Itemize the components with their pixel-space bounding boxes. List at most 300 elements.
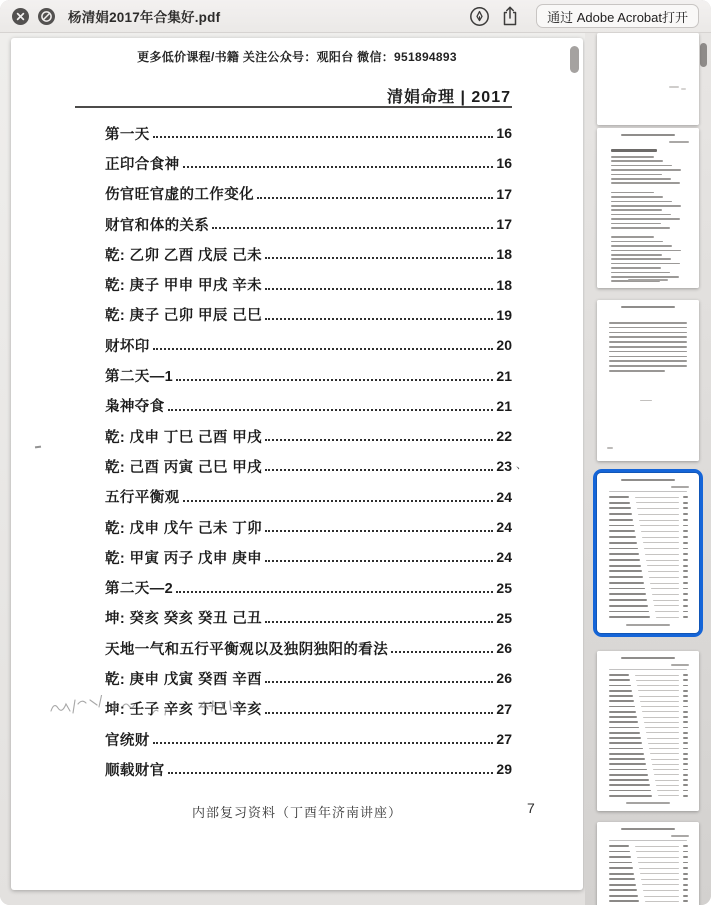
thumb-content-line xyxy=(683,873,688,875)
thumb-content-line xyxy=(639,520,679,521)
thumb-content-line xyxy=(671,486,689,488)
thumb-content-line xyxy=(683,867,688,869)
toc-entry-label: 财官和体的关系 xyxy=(105,217,210,234)
thumb-content-line xyxy=(609,856,631,858)
thumb-content-line xyxy=(609,599,647,601)
toc-row xyxy=(105,330,512,360)
toc-entry-page: 24 xyxy=(496,519,512,535)
thumb-content-line xyxy=(609,565,641,567)
thumb-content-line xyxy=(609,548,638,550)
thumb-content-line xyxy=(683,737,688,739)
thumb-content-line xyxy=(609,779,649,781)
thumb-content-line xyxy=(651,759,679,760)
toc-entry-label: 坤: 癸亥 癸亥 癸丑 己丑 xyxy=(105,611,263,628)
thumb-content-line xyxy=(611,245,672,247)
toc-entry-label: 伤官旺官虚的工作变化 xyxy=(105,187,254,204)
thumb-page xyxy=(597,300,699,461)
thumb-content-line xyxy=(669,86,679,88)
thumb-content-line xyxy=(683,851,688,853)
thumb-content-line xyxy=(609,753,644,755)
thumb-content-line xyxy=(611,250,681,252)
thumb-content-line xyxy=(683,519,688,521)
thumb-content-line xyxy=(611,205,681,207)
thumb-content-line xyxy=(647,565,679,566)
thumb-content-line xyxy=(683,716,688,718)
handwritten-annotation xyxy=(49,695,284,723)
thumb-content-line xyxy=(683,727,688,729)
toc-row xyxy=(105,633,512,663)
main-scrollbar-thumb[interactable] xyxy=(570,46,579,73)
thumb-content-line xyxy=(611,178,671,180)
thumb-content-line xyxy=(609,889,637,891)
thumb-content-line xyxy=(651,588,679,589)
toc-row xyxy=(105,360,512,390)
thumb-content-line xyxy=(609,611,649,613)
markup-pen-icon xyxy=(469,6,490,27)
page-footer: 内部复习资料（丁酉年济南讲座） xyxy=(191,805,402,820)
prohibit-icon xyxy=(38,8,55,25)
toc-row xyxy=(105,572,512,602)
toc-entry-page: 20 xyxy=(496,337,512,354)
thumb-content-line xyxy=(609,867,633,869)
thumb-content-line xyxy=(683,790,688,792)
thumb-content-line xyxy=(683,845,688,847)
thumb-content-line xyxy=(611,214,671,216)
toc-leader-dots xyxy=(183,500,494,502)
toc-entry-page: 17 xyxy=(496,216,512,233)
thumb-content-line xyxy=(683,525,688,527)
thumb-content-line xyxy=(609,851,630,853)
thumb-content-line xyxy=(641,879,679,880)
thumbnail-page-4[interactable] xyxy=(597,33,699,125)
thumb-content-line xyxy=(609,845,629,847)
thumb-content-line xyxy=(609,327,687,329)
thumb-content-line xyxy=(645,554,679,555)
toc-row xyxy=(105,300,512,330)
thumb-content-line xyxy=(609,346,687,348)
toc-row xyxy=(105,512,512,542)
thumb-content-line xyxy=(654,774,679,775)
toc-entry-label: 五行平衡观 xyxy=(105,490,180,507)
thumb-content-line xyxy=(683,748,688,750)
toc-leader-dots xyxy=(265,712,493,714)
thumb-content-line xyxy=(638,514,679,515)
thumb-content-line xyxy=(609,496,629,498)
toc-entry-label: 财坏印 xyxy=(105,338,150,355)
toc-entry-page: 26 xyxy=(496,670,512,687)
thumb-content-line xyxy=(644,548,679,549)
toc-entry-label: 顺载财官 xyxy=(105,762,165,779)
thumb-content-line xyxy=(648,571,679,572)
thumb-content-line xyxy=(611,272,670,274)
toc-entry-label: 第二天—2 xyxy=(105,581,174,598)
thumb-content-line xyxy=(609,737,641,739)
thumb-content-line xyxy=(655,611,679,612)
thumb-content-line xyxy=(609,878,635,880)
thumb-content-line xyxy=(609,674,629,676)
thumb-content-line xyxy=(656,785,679,786)
toc-entry-page: 29 xyxy=(496,761,512,778)
thumb-page xyxy=(597,651,699,811)
thumb-content-line xyxy=(609,559,640,561)
thumb-content-line xyxy=(650,753,679,754)
thumb-content-line xyxy=(643,890,679,891)
thumb-content-line xyxy=(635,846,679,847)
thumb-content-line xyxy=(621,828,674,830)
thumb-content-line xyxy=(683,605,688,607)
thumb-content-line xyxy=(609,576,643,578)
open-in-acrobat-button[interactable]: 通过 Adobe Acrobat打开 xyxy=(536,4,699,28)
thumb-content-line xyxy=(683,559,688,561)
thumb-content-line xyxy=(609,758,645,760)
thumb-content-line xyxy=(609,519,633,521)
toc-row xyxy=(105,239,512,269)
toc-leader-dots xyxy=(265,318,493,320)
thumb-content-line xyxy=(637,508,679,509)
page-number: 7 xyxy=(527,800,535,816)
toc-entry-page: 21 xyxy=(496,367,512,384)
thumb-content-line xyxy=(640,400,652,402)
thumb-page xyxy=(597,128,699,288)
thumb-content-line xyxy=(609,716,637,718)
share-icon xyxy=(500,5,520,27)
thumb-content-line xyxy=(607,447,613,449)
scan-artifact-comma: 、 xyxy=(516,459,527,471)
thumb-content-line xyxy=(683,795,688,797)
thumb-content-line xyxy=(652,764,679,765)
toc-entry-page: 25 xyxy=(496,579,512,596)
toc-leader-dots xyxy=(265,621,493,623)
thumb-content-line xyxy=(611,263,680,265)
thumb-content-line xyxy=(683,774,688,776)
toc-leader-dots xyxy=(212,227,493,229)
thumb-page xyxy=(597,822,699,905)
thumb-content-line xyxy=(609,502,630,504)
toc-leader-dots xyxy=(153,742,494,744)
thumb-content-line xyxy=(609,360,687,362)
thumb-content-line xyxy=(609,332,687,334)
thumb-content-line xyxy=(637,685,679,686)
thumb-content-line xyxy=(609,840,687,841)
thumb-page xyxy=(597,33,699,125)
thumb-content-line xyxy=(609,370,665,372)
thumb-content-line xyxy=(609,341,687,343)
thumb-content-line xyxy=(609,530,635,532)
thumb-content-line xyxy=(609,862,632,864)
toc-leader-dots xyxy=(153,136,494,138)
thumb-content-line xyxy=(683,706,688,708)
thumb-content-line xyxy=(609,322,687,324)
toc-row xyxy=(105,179,512,209)
toc-list xyxy=(105,118,512,785)
thumb-content-line xyxy=(621,479,674,481)
thumb-content-line xyxy=(643,542,679,543)
thumb-content-line xyxy=(609,351,687,353)
thumb-content-line xyxy=(609,748,643,750)
thumb-content-line xyxy=(611,276,679,278)
thumb-content-line xyxy=(683,679,688,681)
thumb-content-line xyxy=(609,774,648,776)
thumb-content-line xyxy=(609,507,631,509)
toc-leader-dots xyxy=(153,348,494,350)
thumb-content-line xyxy=(611,156,654,158)
toc-leader-dots xyxy=(265,257,493,259)
toc-entry-label: 乾: 己酉 丙寅 己巳 甲戌 xyxy=(105,459,263,476)
thumb-content-line xyxy=(652,594,679,595)
thumb-content-line xyxy=(621,657,674,659)
thumb-content-line xyxy=(683,611,688,613)
thumb-content-line xyxy=(683,513,688,515)
thumb-content-line xyxy=(650,583,679,584)
thumb-content-line xyxy=(655,780,679,781)
toc-entry-page: 25 xyxy=(496,609,512,626)
thumb-content-line xyxy=(637,857,679,858)
toc-entry-page: 18 xyxy=(496,276,512,293)
thumb-content-line xyxy=(609,706,635,708)
thumb-content-line xyxy=(683,565,688,567)
toc-row xyxy=(105,391,512,421)
thumb-content-line xyxy=(683,878,688,880)
thumb-content-line xyxy=(683,576,688,578)
thumbnail-page-6[interactable] xyxy=(597,300,699,461)
thumb-content-line xyxy=(648,743,679,744)
thumb-content-line xyxy=(609,513,632,515)
thumb-content-line xyxy=(681,88,686,90)
thumb-content-line xyxy=(628,279,669,281)
toc-entry-label: 乾: 庚申 戊寅 癸酉 辛酉 xyxy=(105,671,263,688)
thumb-content-line xyxy=(611,182,680,184)
toc-row xyxy=(105,421,512,451)
thumb-content-line xyxy=(639,696,679,697)
share-button[interactable] xyxy=(499,5,521,27)
thumb-content-line xyxy=(669,141,689,143)
toc-leader-dots xyxy=(265,439,493,441)
thumb-content-line xyxy=(683,884,688,886)
thumb-content-line xyxy=(621,134,674,136)
toc-entry-label: 坤: 壬子 辛亥 丁巳 辛亥 xyxy=(105,702,263,719)
thumb-content-line xyxy=(611,254,662,256)
thumb-content-line xyxy=(609,895,638,897)
thumb-content-line xyxy=(649,748,679,749)
thumb-content-line xyxy=(609,732,640,734)
toc-entry-page: 17 xyxy=(496,185,512,202)
thumb-content-line xyxy=(609,795,652,797)
toc-entry-label: 第一天 xyxy=(105,126,150,143)
toc-row xyxy=(105,754,512,784)
toc-row xyxy=(105,451,512,481)
thumb-content-line xyxy=(609,605,648,607)
thumb-content-line xyxy=(642,537,679,538)
thumb-content-line xyxy=(646,560,679,561)
toc-row xyxy=(105,148,512,178)
thumb-content-line xyxy=(683,742,688,744)
toc-row xyxy=(105,542,512,572)
thumb-content-line xyxy=(611,192,654,194)
thumbnail-sidebar xyxy=(585,33,711,905)
thumb-content-line xyxy=(609,593,646,595)
thumb-content-line xyxy=(635,497,679,498)
thumb-content-line xyxy=(611,169,681,171)
thumb-content-line xyxy=(683,496,688,498)
thumb-content-line xyxy=(611,236,654,238)
thumb-content-line xyxy=(636,502,679,503)
thumb-content-line xyxy=(626,802,671,804)
thumb-content-line xyxy=(611,160,663,162)
thumb-content-line xyxy=(671,835,689,837)
thumb-content-line xyxy=(683,553,688,555)
thumb-content-line xyxy=(645,727,679,728)
toc-row xyxy=(105,482,512,512)
thumb-content-line xyxy=(683,779,688,781)
thumb-content-line xyxy=(611,209,662,211)
thumb-content-line xyxy=(683,695,688,697)
thumb-content-line xyxy=(683,502,688,504)
thumb-content-line xyxy=(642,884,679,885)
toc-entry-page: 24 xyxy=(496,488,512,505)
thumb-content-line xyxy=(611,196,663,198)
header-rule xyxy=(75,106,512,108)
scan-artifact-dash xyxy=(35,446,41,449)
thumb-content-line xyxy=(646,732,679,733)
thumbnail-page-8[interactable] xyxy=(597,651,699,811)
thumb-content-line xyxy=(636,680,679,681)
thumbnail-page-5[interactable] xyxy=(597,128,699,288)
thumb-content-line xyxy=(640,701,679,702)
thumb-content-line xyxy=(683,690,688,692)
thumb-page xyxy=(597,473,699,633)
thumb-content-line xyxy=(609,763,646,765)
sidebar-scrollbar-thumb[interactable] xyxy=(700,43,707,67)
toc-leader-dots xyxy=(176,379,493,381)
thumb-content-line xyxy=(683,721,688,723)
thumb-content-line xyxy=(609,769,647,771)
thumb-content-line xyxy=(609,570,642,572)
toc-entry-page: 24 xyxy=(496,549,512,566)
prohibit-button[interactable] xyxy=(38,8,55,25)
toc-row xyxy=(105,118,512,148)
thumb-content-line xyxy=(636,851,679,852)
thumb-content-line xyxy=(683,784,688,786)
thumb-content-line xyxy=(611,218,680,220)
thumb-content-line xyxy=(683,536,688,538)
thumb-content-line xyxy=(609,356,687,358)
thumb-content-line xyxy=(611,241,663,243)
thumb-content-line xyxy=(609,727,639,729)
toc-leader-dots xyxy=(265,469,493,471)
toc-entry-page: 16 xyxy=(496,155,512,172)
thumbnail-page-9[interactable] xyxy=(597,822,699,905)
thumb-content-line xyxy=(609,536,636,538)
thumb-content-line xyxy=(683,732,688,734)
toc-row xyxy=(105,269,512,299)
toc-entry-label: 乾: 庚子 己卯 甲辰 己巳 xyxy=(105,308,263,325)
pdf-viewport xyxy=(0,33,585,905)
thumb-content-line xyxy=(683,616,688,618)
pdf-page xyxy=(11,38,583,890)
thumb-content-line xyxy=(609,616,650,618)
thumb-content-line xyxy=(609,900,639,902)
thumb-content-line xyxy=(683,548,688,550)
thumb-content-line xyxy=(683,769,688,771)
toc-entry-page: 27 xyxy=(496,700,512,717)
thumb-content-line xyxy=(683,599,688,601)
toc-entry-label: 枭神夺食 xyxy=(105,399,165,416)
thumb-content-line xyxy=(609,690,632,692)
toc-leader-dots xyxy=(265,681,493,683)
thumb-content-line xyxy=(683,570,688,572)
thumb-content-line xyxy=(644,896,679,897)
thumb-content-line xyxy=(654,605,679,606)
thumb-content-line xyxy=(683,588,688,590)
thumb-content-line xyxy=(640,525,679,526)
thumb-content-line xyxy=(611,227,670,229)
toc-leader-dots xyxy=(265,530,493,532)
thumb-content-line xyxy=(639,868,679,869)
thumb-content-line xyxy=(611,149,657,152)
thumb-content-line xyxy=(683,753,688,755)
thumb-content-line xyxy=(609,336,687,338)
thumb-content-line xyxy=(609,790,651,792)
thumb-content-line xyxy=(683,711,688,713)
thumb-content-line xyxy=(609,542,637,544)
thumb-content-line xyxy=(656,617,679,618)
toc-entry-label: 第二天—1 xyxy=(105,369,174,386)
close-button[interactable] xyxy=(12,8,29,25)
toc-entry-label: 乾: 戊申 戊午 己未 丁卯 xyxy=(105,520,263,537)
thumb-content-line xyxy=(653,600,679,601)
toc-leader-dots xyxy=(168,772,494,774)
thumb-content-line xyxy=(611,258,671,260)
thumb-content-line xyxy=(683,542,688,544)
thumb-content-line xyxy=(683,507,688,509)
thumb-content-line xyxy=(609,491,687,492)
thumb-content-line xyxy=(609,700,634,702)
thumb-content-line xyxy=(642,711,679,712)
markup-button[interactable] xyxy=(468,5,490,27)
thumb-content-line xyxy=(611,201,672,203)
toc-entry-page: 18 xyxy=(496,246,512,263)
thumb-content-line xyxy=(641,706,679,707)
window-title: 杨清娟2017年合集好.pdf xyxy=(68,10,221,25)
thumb-content-line xyxy=(658,795,679,796)
thumb-content-line xyxy=(638,862,679,863)
thumb-content-line xyxy=(635,675,679,676)
toc-entry-page: 22 xyxy=(496,428,512,445)
thumb-content-line xyxy=(683,685,688,687)
thumb-content-line xyxy=(657,790,679,791)
thumb-content-line xyxy=(609,588,645,590)
toc-entry-label: 乾: 乙卯 乙酉 戊辰 己未 xyxy=(105,247,263,264)
thumb-content-line xyxy=(626,624,671,626)
thumb-content-line xyxy=(683,900,688,902)
title-bar xyxy=(0,0,711,33)
thumb-content-line xyxy=(683,758,688,760)
thumb-content-line xyxy=(609,695,633,697)
toc-entry-label: 天地一气和五行平衡观以及独阴独阳的看法 xyxy=(105,641,389,658)
toc-entry-page: 21 xyxy=(496,397,512,414)
toc-leader-dots xyxy=(183,166,494,168)
toc-entry-page: 26 xyxy=(496,640,512,657)
toc-row xyxy=(105,209,512,239)
thumbnail-page-7-selected[interactable] xyxy=(593,469,703,637)
thumb-content-line xyxy=(609,669,687,670)
thumb-content-line xyxy=(609,553,639,555)
toc-entry-page: 23 xyxy=(496,458,512,475)
thumb-content-line xyxy=(683,700,688,702)
toc-row xyxy=(105,663,512,693)
thumb-content-line xyxy=(644,722,679,723)
thumb-content-line xyxy=(609,884,636,886)
